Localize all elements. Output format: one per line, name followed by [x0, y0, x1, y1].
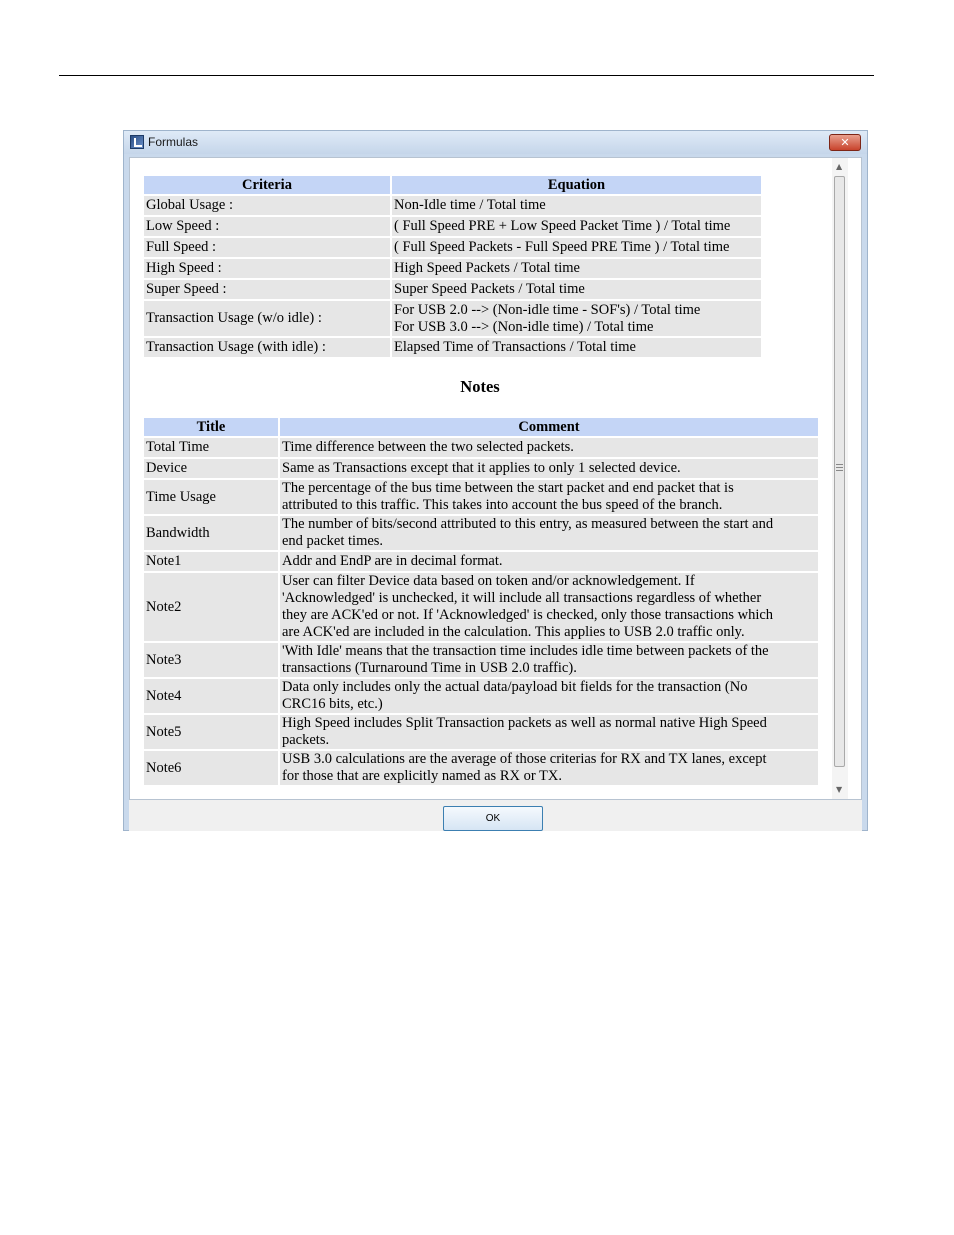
- table-row: [144, 480, 818, 514]
- comment-line: attributed to this traffic. This takes into account the bus speed of the branch.: [282, 497, 723, 513]
- note-title-cell: Device: [144, 459, 278, 478]
- criteria-cell: Transaction Usage (with idle) :: [144, 338, 390, 357]
- criteria-header: Criteria: [144, 176, 390, 194]
- note-comment-cell: [280, 715, 818, 749]
- comment-line: they are ACK'ed or not. If 'Acknowledged' is checked, only those transactions which: [282, 607, 774, 623]
- equation-cell: ( Full Speed PRE + Low Speed Packet Time ) / Total time: [392, 217, 761, 236]
- table-row: [144, 338, 761, 357]
- criteria-cell: Super Speed :: [144, 280, 390, 299]
- criteria-cell: Global Usage :: [144, 196, 390, 215]
- scroll-up-arrow-icon[interactable]: ▲: [836, 162, 843, 171]
- equation-cell: Super Speed Packets / Total time: [392, 280, 761, 299]
- table-row: [144, 552, 818, 571]
- table-row: [144, 715, 818, 749]
- comment-line: High Speed includes Split Transaction packets as well as normal native High Speed: [282, 715, 767, 731]
- note-title-cell: Total Time: [144, 438, 278, 457]
- title-header: Title: [144, 418, 278, 436]
- grip-icon: [836, 464, 843, 471]
- note-comment-cell: [280, 643, 818, 677]
- note-title-cell: Bandwidth: [144, 516, 278, 550]
- formulas-content[interactable]: [129, 157, 862, 800]
- comment-line: The percentage of the bus time between the start packet and end packet that is: [282, 480, 734, 496]
- dialog-footer: [129, 800, 862, 831]
- note-comment-cell: [280, 459, 818, 478]
- note-title-cell: Note4: [144, 679, 278, 713]
- note-title-cell: Time Usage: [144, 480, 278, 514]
- note-comment-cell: [280, 573, 818, 641]
- equation-cell: [392, 301, 761, 336]
- comment-line: Same as Transactions except that it applies to only 1 selected device.: [282, 460, 681, 476]
- window-title: Formulas: [148, 135, 199, 149]
- equation-cell: ( Full Speed Packets - Full Speed PRE Time ) / Total time: [392, 238, 761, 257]
- comment-line: The number of bits/second attributed to this entry, as measured between the start and: [282, 516, 774, 532]
- criteria-cell: Transaction Usage (w/o idle) :: [144, 301, 390, 336]
- comment-line: packets.: [282, 732, 330, 748]
- note-title-cell: Note5: [144, 715, 278, 749]
- comment-line: USB 3.0 calculations are the average of those criterias for RX and TX lanes, except: [282, 751, 767, 767]
- table-row: [144, 217, 761, 236]
- app-icon: [130, 135, 144, 149]
- table-row: [144, 459, 818, 478]
- notes-heading: Notes: [460, 377, 500, 396]
- comment-line: transactions (Turnaround Time in USB 2.0 traffic).: [282, 660, 577, 676]
- comment-line: are ACK'ed are included in the calculation. This applies to USB 2.0 traffic only.: [282, 624, 745, 640]
- table-row: [144, 679, 818, 713]
- note-title-cell: Note2: [144, 573, 278, 641]
- table-row: [144, 238, 761, 257]
- comment-line: Addr and EndP are in decimal format.: [282, 553, 503, 569]
- note-title-cell: Note6: [144, 751, 278, 785]
- criteria-cell: High Speed :: [144, 259, 390, 278]
- title-bar[interactable]: [124, 131, 867, 154]
- vertical-scrollbar[interactable]: [832, 158, 848, 799]
- comment-line: end packet times.: [282, 533, 384, 549]
- criteria-cell: Low Speed :: [144, 217, 390, 236]
- note-comment-cell: [280, 751, 818, 785]
- table-row: [144, 573, 818, 641]
- comment-line: CRC16 bits, etc.): [282, 696, 383, 712]
- comment-line: Time difference between the two selected packets.: [282, 439, 574, 455]
- comment-line: for those that are explicitly named as RX or TX.: [282, 768, 562, 784]
- table-row: [144, 438, 818, 457]
- equation-line: For USB 2.0 --> (Non-idle time - SOF's) / Total time: [394, 301, 701, 318]
- equation-header: Equation: [392, 176, 761, 194]
- equation-cell: Non-Idle time / Total time: [392, 196, 761, 215]
- equation-cell: High Speed Packets / Total time: [392, 259, 761, 278]
- ok-button[interactable]: OK: [443, 806, 543, 831]
- table-row: [144, 196, 761, 215]
- equation-cell: Elapsed Time of Transactions / Total time: [392, 338, 761, 357]
- comment-line: 'With Idle' means that the transaction time includes idle time between packets of the: [282, 643, 769, 659]
- table-row: [144, 301, 761, 336]
- criteria-cell: Full Speed :: [144, 238, 390, 257]
- comment-line: User can filter Device data based on token and/or acknowledgement. If: [282, 573, 695, 589]
- equation-line: For USB 3.0 --> (Non-idle time) / Total time: [394, 318, 654, 335]
- comment-header: Comment: [280, 418, 818, 436]
- criteria-table: [142, 174, 763, 359]
- note-comment-cell: [280, 516, 818, 550]
- note-comment-cell: [280, 480, 818, 514]
- table-row: [144, 751, 818, 785]
- note-comment-cell: [280, 438, 818, 457]
- comment-line: 'Acknowledged' is unchecked, it will include all transactions regardless of whether: [282, 590, 762, 606]
- table-row: [144, 259, 761, 278]
- note-title-cell: Note1: [144, 552, 278, 571]
- note-title-cell: Note3: [144, 643, 278, 677]
- table-row: [144, 643, 818, 677]
- page-header-rule: [59, 75, 874, 76]
- note-comment-cell: [280, 679, 818, 713]
- table-row: [144, 516, 818, 550]
- close-button[interactable]: ✕: [829, 134, 861, 151]
- notes-table: [142, 416, 820, 787]
- scroll-down-arrow-icon[interactable]: ▼: [836, 785, 843, 794]
- note-comment-cell: [280, 552, 818, 571]
- table-row: [144, 280, 761, 299]
- formulas-dialog: [123, 130, 868, 831]
- scrollbar-thumb[interactable]: [834, 176, 845, 767]
- comment-line: Data only includes only the actual data/payload bit fields for the transaction (No: [282, 679, 748, 695]
